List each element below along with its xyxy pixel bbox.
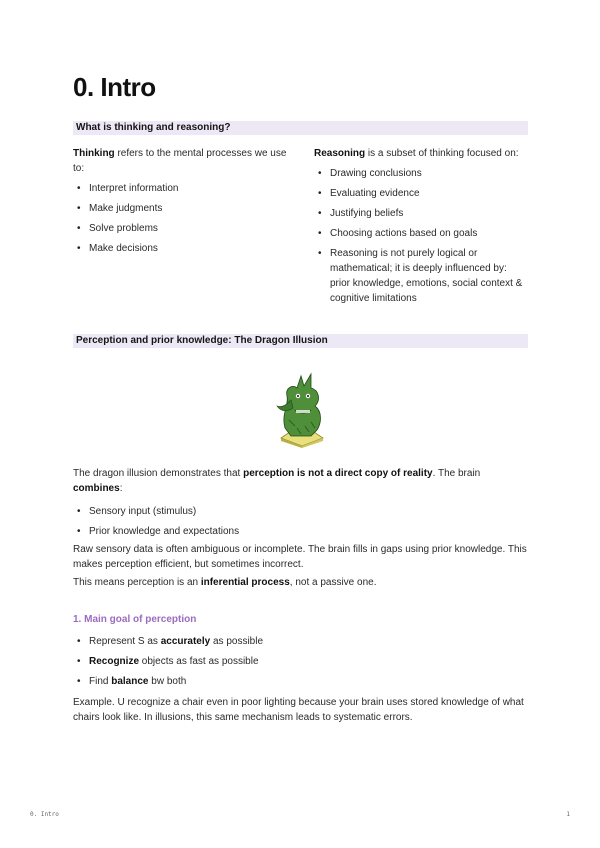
inferential-paragraph: This means perception is an inferential process, not a passive one.: [73, 577, 377, 588]
list-item: • Evaluating evidence: [330, 186, 528, 201]
subheading-main-goal: 1. Main goal of perception: [73, 614, 197, 625]
goal-list-wrap: [73, 629, 528, 689]
dragon-paragraph: The dragon illusion demonstrates that perception is not a direct copy of reality. The brain combines:: [73, 468, 481, 494]
section-heading-perception: Perception and prior knowledge: The Dragon Illusion: [73, 334, 528, 348]
list-item: • Choosing actions based on goals: [330, 226, 528, 241]
list-item: • Sensory input (stimulus): [89, 504, 528, 519]
list-item: • Prior knowledge and expectations: [89, 524, 528, 539]
list-item: • Make decisions: [89, 241, 288, 256]
list-item: • Justifying beliefs: [330, 206, 528, 221]
thinking-column: [73, 146, 288, 256]
list-item: • Solve problems: [89, 221, 288, 236]
list-item: • Drawing conclusions: [330, 166, 528, 181]
example-paragraph: Example. U recognize a chair even in poor lighting because your brain uses stored knowledge of what chairs look like. In illusions, this same mechanism leads to systematic errors.: [73, 697, 524, 723]
goal-list: [73, 634, 528, 689]
reasoning-list: [314, 166, 528, 306]
thinking-intro: Thinking refers to the mental processes we use to:: [73, 148, 287, 174]
footer-title: 0. Intro: [30, 811, 59, 818]
page-title: 0. Intro: [73, 72, 156, 102]
list-item: • Find balance bw both: [89, 674, 528, 689]
page-number: 1: [566, 811, 570, 818]
dragon-illusion-image: [271, 366, 333, 448]
list-item: • Make judgments: [89, 201, 288, 216]
list-item: • Reasoning is not purely logical or mathematical; it is deeply influenced by: prior knowledge, emotions, social context & cognitive limitations: [330, 246, 528, 306]
list-item: • Represent S as accurately as possible: [89, 634, 528, 649]
ambiguity-paragraph: Raw sensory data is often ambiguous or incomplete. The brain fills in gaps using prior knowledge. This makes perception efficient, but sometimes incorrect.: [73, 544, 527, 570]
reasoning-intro: Reasoning is a subset of thinking focused on:: [314, 148, 519, 159]
list-item: • Interpret information: [89, 181, 288, 196]
combines-list: [73, 504, 528, 539]
reasoning-column: [314, 146, 528, 306]
thinking-list: [73, 181, 288, 256]
list-item: • Recognize objects as fast as possible: [89, 654, 528, 669]
combines-list-wrap: [73, 499, 528, 539]
section-heading-thinking: What is thinking and reasoning?: [73, 121, 528, 135]
